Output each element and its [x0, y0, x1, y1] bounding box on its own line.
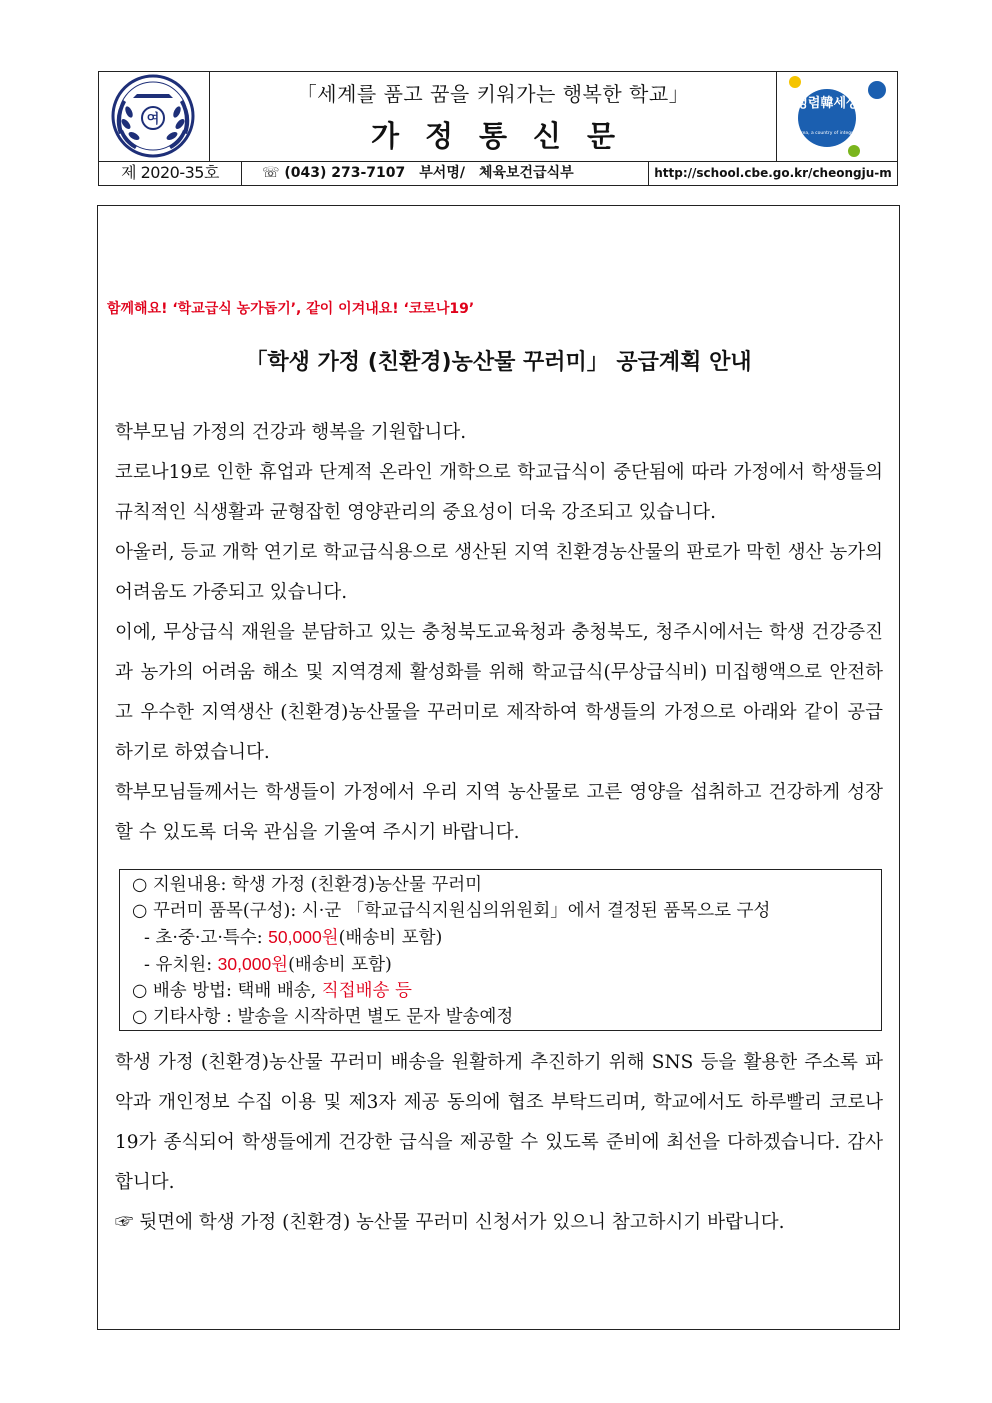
school-url-link[interactable]: http://school.cbe.go.kr/cheongju-m [654, 166, 892, 180]
other-notes: ○ 기타사항 : 발송을 시작하면 별도 문자 발송예정 [132, 1007, 514, 1027]
school-motto: 「세계를 품고 꿈을 키워가는 행복한 학교」 [296, 82, 690, 106]
body-paragraph: 아울러, 등교 개학 연기로 학교급식용으로 생산된 지역 친환경농산물의 판로가 막힌 생산 농가의 어려움도 가중되고 있습니다. [115, 542, 883, 603]
newsletter-header [98, 71, 898, 186]
body-paragraph: 코로나19로 인한 휴업과 단계적 온라인 개학으로 학교급식이 중단됨에 따라 가정에서 학생들의 규칙적인 식생활과 균형잡힌 영양관리의 중요성이 더욱 강조되고 있습니다. [115, 462, 883, 523]
body-paragraph: 학부모님들께서는 학생들이 가정에서 우리 지역 농산물로 고른 영양을 섭취하고 건강하게 성장할 수 있도록 더욱 관심을 기울여 주시기 바랍니다. [115, 782, 883, 843]
school-price-label: - 초·중·고·특수: [144, 928, 269, 948]
supply-info-box [119, 869, 882, 1031]
kinder-price-line [132, 951, 881, 978]
support-content: ○ 지원내용: 학생 가정 (친환경)농산물 꾸러미 [132, 875, 483, 895]
campaign-slogan: 함께해요! ‘학교급식 농가돕기’, 같이 이겨내요! ‘코로나19’ [107, 301, 475, 317]
emblem-letter: 여 [146, 112, 160, 127]
package-items: ○ 꾸러미 품목(구성): 시·군 「학교급식지원심의위원회」에서 결정된 품목으로 구성 [132, 901, 771, 921]
closing-paragraph: 학생 가정 (친환경)농산물 꾸러미 배송을 원활하게 추진하기 위해 SNS 등을 활용한 주소록 파악과 개인정보 수집 이용 및 제3자 제공 동의에 협조 부탁드리며, 학교에서도 하루빨리 코로나19가 종식되어 학생들에게 건강한 급식을 제공할 수 있도록 준비에 최선을 다하겠습니다. 감사합니다. [115, 1052, 883, 1193]
issue-number: 제 2020-35호 [99, 162, 242, 185]
school-emblem [99, 72, 210, 161]
integrity-logo-icon [777, 72, 898, 161]
integrity-logo-text: 청렴韓세상 [795, 96, 859, 111]
department-name: 체육보건급식부 [478, 165, 574, 181]
kinder-price-note: (배송비 포함) [288, 955, 392, 975]
integrity-logo [776, 72, 897, 161]
kinder-price: 30,000원 [217, 954, 289, 974]
kinder-price-label: - 유치원: [144, 955, 218, 975]
school-price-note: (배송비 포함) [338, 928, 443, 948]
contact-info [242, 162, 649, 185]
greeting-paragraph: 학부모님 가정의 건강과 행복을 기원합니다. [115, 422, 467, 443]
notice-title: 「학생 가정 (친환경)농산물 꾸러미」 공급계획 안내 [245, 350, 752, 375]
school-price: 50,000원 [268, 927, 339, 947]
phone-number: ☏ (043) 273-7107 [262, 165, 406, 181]
school-price-line [132, 924, 881, 951]
delivery-label: ○ 배송 방법: 택배 배송, [132, 981, 322, 1001]
department-label: 부서명/ [419, 165, 465, 181]
reference-note: ☞ 뒷면에 학생 가정 (친환경) 농산물 꾸러미 신청서가 있으니 참고하시기 바랍니다. [115, 1212, 785, 1233]
delivery-direct: 직접배송 등 [321, 981, 412, 1001]
delivery-method [132, 978, 881, 1004]
newsletter-title: 가정통신문 [370, 119, 642, 153]
school-emblem-icon [99, 72, 210, 161]
integrity-logo-caption: Korea, a country of integrity [795, 131, 859, 136]
body-paragraph: 이에, 무상급식 재원을 분담하고 있는 충청북도교육청과 충청북도, 청주시에서는 학생 건강증진과 농가의 어려움 해소 및 지역경제 활성화를 위해 학교급식(무상급식비) 미집행액으로 안전하고 우수한 지역생산 (친환경)농산물을 꾸러미로 제작하여 학생들의 가정으로 아래와 같이 공급하기로 하였습니다. [115, 622, 883, 763]
header-info-row [99, 161, 897, 185]
